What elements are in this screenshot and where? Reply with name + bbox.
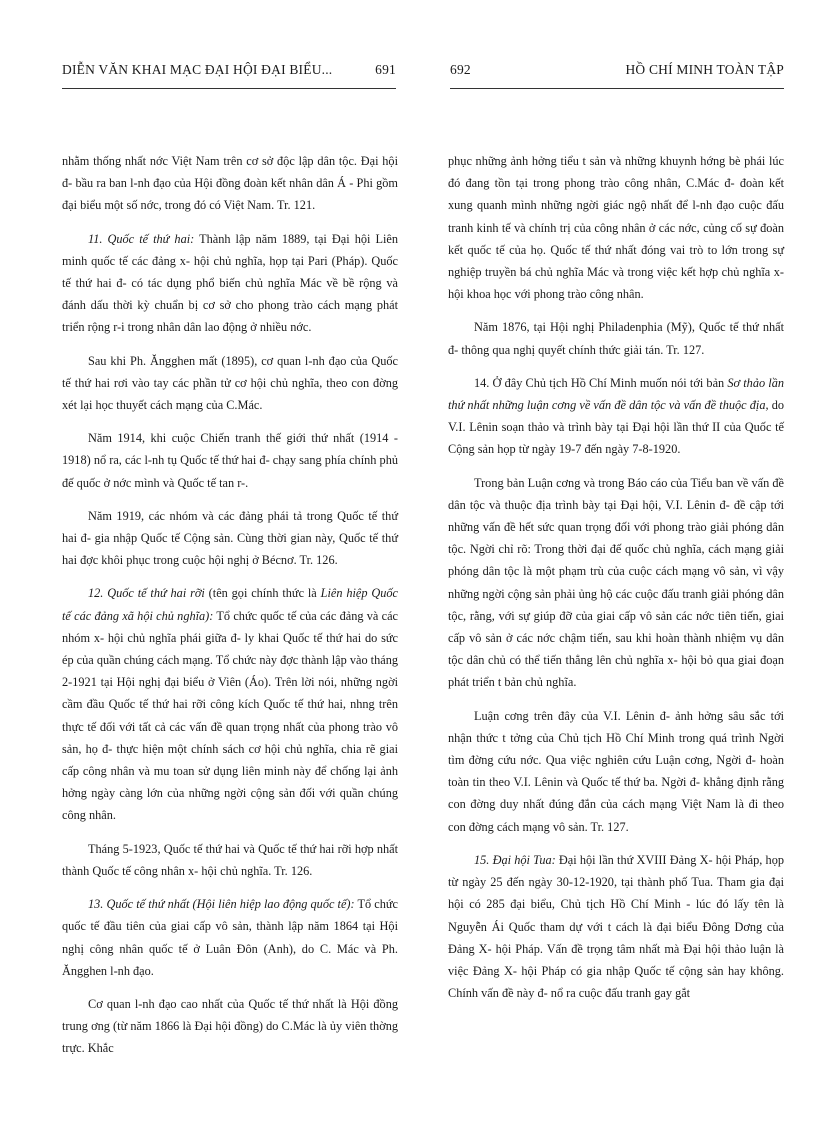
paragraph: Luận cơng trên đây của V.I. Lênin đ- ảnh hởng sâu sắc tới nhận thức t tởng của Chủ tịch Hồ Chí Minh trong quá trình Ngời tìm đờng cứu nớc. Qua việc nghiên cứu Luận cơng, Ngời đ- hoàn toàn tin theo V.I. Lênin và Quốc tế thứ ba. Ngời đ- khẳng định rằng con đờng duy nhất đúng đắn của cách mạng Việt Nam là đi theo con đờng cách mạng vô sản. Tr. 127.	[448, 708, 784, 834]
note-12	[62, 582, 398, 826]
note-text: (tên gọi chính thức là	[204, 586, 321, 601]
note-text: Thành lập năm 1889, tại Đại hội Liên minh quốc tế các đảng x- hội chủ nghĩa, họp tại Pari (Pháp). Quốc tế thứ hai đ- có tác dụng phổ biến chủ nghĩa Mác về bề rộng và đánh dấu thời kỳ chuẩn bị cơ sở cho phong trào cách mạng phát triển rộng r-i trong nhân dân lao động ở nhiều nớc.	[62, 231, 398, 335]
note-text: do V.I. Lênin soạn thảo và trình bày tại Đại hội lần thứ II của Quốc tế Cộng sản họp từ ngày 19-7 đến ngày 7-8-1920.	[448, 398, 784, 457]
note-text: Tổ chức quốc tế đầu tiên của giai cấp vô sản, thành lập năm 1864 tại Hội nghị công nhân quốc tế ở Luân Đôn (Anh), do C. Mác và Ph. Ăngghen l-nh đạo.	[62, 897, 398, 978]
left-page-body	[62, 150, 398, 1071]
note-text: Tổ chức quốc tế của các đảng và các nhóm x- hội chủ nghĩa phái giữa đ- ly khai Quốc tế thứ hai do sức ép của quần chúng cách mạng. Tổ chức này đợc thành lập vào tháng 2-1921 tại Hội nghị đại biểu ở Viên (Áo). Trên lời nói, những ngời cầm đầu Quốc tế thứ hai rỡi công kích Quốc tế thứ hai, nhng trên thực tế đối với tất cả các vấn đề quan trọng nhất của phong trào vô sản, họ đ- thực hiện một chính sách cơ hội chủ nghĩa, chia rẽ giai cấp công nhân và mu toan sử dụng liên minh này để chống lại ảnh hởng ngày càng lớn của những ngời cộng sản đối với quần chúng công nhân.	[62, 608, 398, 823]
paragraph: Cơ quan l-nh đạo cao nhất của Quốc tế thứ nhất là Hội đồng trung ơng (từ năm 1866 là Đại hội đồng) do C.Mác là ủy viên thờng trực. Khắc	[62, 996, 398, 1056]
note-14	[448, 372, 784, 461]
right-page-number: 692	[450, 62, 471, 77]
right-running-title: HỒ CHÍ MINH TOÀN TẬP	[625, 62, 784, 77]
paragraph: Năm 1919, các nhóm và các đảng phái tả trong Quốc tế thứ hai đ- gia nhập Quốc tế Cộng sản. Cùng thời gian này, Quốc tế thứ hai đợc khôi phục trong cuộc hội nghị ở Bécnơ. Tr. 126.	[62, 508, 398, 568]
right-page-header	[450, 62, 784, 84]
note-text: 14. Ở đây Chủ tịch Hồ Chí Minh muốn nói tới bản	[474, 375, 728, 390]
note-term: Liên hiệp Quốc tế các đảng xã hội chủ nghĩa):	[62, 586, 398, 623]
note-term: Sơ thảo lần thứ nhất những luận cơng về vấn đề dân tộc và vấn đề thuộc địa,	[448, 375, 785, 413]
paragraph: Tháng 5-1923, Quốc tế thứ hai và Quốc tế thứ hai rỡi hợp nhất thành Quốc tế công nhân x- hội chủ nghĩa. Tr. 126.	[62, 841, 398, 878]
paragraph: phục những ảnh hởng tiểu t sản và những khuynh hớng bè phái lúc đó đang tồn tại trong phong trào công nhân, C.Mác đ- đoàn kết xung quanh mình những ngời giác ngộ nhất để l-nh đạo cuộc đấu tranh kinh tế và chính trị của công nhân ở các nớc, củng cố sự đoàn kết quốc tế của họ. Quốc tế thứ nhất đóng vai trò to lớn trong sự nghiệp truyền bá chủ nghĩa Mác và trong việc kết hợp chủ nghĩa x- hội khoa học với phong trào công nhân.	[448, 154, 784, 302]
note-term: 15. Đại hội Tua:	[474, 852, 556, 867]
left-page-number: 691	[375, 62, 396, 77]
note-text: Đại hội lần thứ XVIII Đảng X- hội Pháp, họp từ ngày 25 đến ngày 30-12-1920, tại thành phố Tua. Tham gia đại hội có 285 đại biểu, Chủ tịch Hồ Chí Minh - lúc đó lấy tên là Nguyễn Ái Quốc tham dự với t cách là đại biểu Đông Dơng của Đảng X- hội Pháp. Vấn đề trọng tâm nhất mà Đại hội thảo luận là việc Đảng X- hội Pháp có gia nhập Quốc tế cộng sản hay không. Chính vấn đề này đ- nổ ra cuộc đấu tranh gay gắt	[448, 852, 784, 1001]
right-page-body	[448, 150, 784, 1015]
paragraph: Năm 1914, khi cuộc Chiến tranh thế giới thứ nhất (1914 - 1918) nổ ra, các l-nh tụ Quốc tế thứ hai đ- chạy sang phía chính phủ đế quốc ở nớc mình và Quốc tế tan r-.	[62, 431, 398, 490]
note-term: 12. Quốc tế thứ hai rỡi	[88, 586, 205, 601]
note-15	[448, 849, 784, 1004]
note-11	[62, 228, 398, 339]
right-header-rule	[450, 88, 784, 89]
note-13	[62, 893, 398, 982]
paragraph: Sau khi Ph. Ăngghen mất (1895), cơ quan l-nh đạo của Quốc tế thứ hai rơi vào tay các phần tử cơ hội chủ nghĩa, theo con đờng xét lại học thuyết cách mạng của C.Mác.	[62, 353, 398, 413]
left-header-rule	[62, 88, 396, 89]
note-term: 13. Quốc tế thứ nhất (Hội liên hiệp lao động quốc tế):	[88, 897, 355, 912]
paragraph: Năm 1876, tại Hội nghị Philadenphia (Mỹ), Quốc tế thứ nhất đ- thông qua nghị quyết chính thức giải tán. Tr. 127.	[448, 320, 784, 357]
note-term: 11. Quốc tế thứ hai:	[88, 231, 195, 246]
paragraph: nhằm thống nhất nớc Việt Nam trên cơ sở độc lập dân tộc. Đại hội đ- bầu ra ban l-nh đạo của Hội đồng đoàn kết nhân dân Á - Phi gồm đại biểu một số nớc, trong đó có Việt Nam. Tr. 121.	[62, 154, 398, 213]
paragraph: Trong bản Luận cơng và trong Báo cáo của Tiểu ban về vấn đề dân tộc và thuộc địa trình bày tại Đại hội, V.I. Lênin đ- đề cập tới những vấn đề hết sức quan trọng đối với phong trào giải phóng dân tộc. Ngời chỉ rõ: Trong thời đại đế quốc chủ nghĩa, cách mạng giải phóng dân tộc là một phạm trù của cuộc cách mạng vô sản, vì vậy những ngời cộng sản phải ủng hộ các cuộc đấu tranh giải phóng dân tộc, rằng, với sự giúp đỡ của giai cấp vô sản các nớc tiên tiến, giai cấp vô sản ở các nớc chậm tiến, sau khi hoàn thành nhiệm vụ dân tộc dân chủ có thể tiến thẳng lên chủ nghĩa x- hội bỏ qua giai đoạn phát triển t bản chủ nghĩa.	[448, 475, 784, 690]
left-running-title: DIỄN VĂN KHAI MẠC ĐẠI HỘI ĐẠI BIỂU...	[62, 62, 333, 77]
left-page-header	[62, 62, 396, 84]
